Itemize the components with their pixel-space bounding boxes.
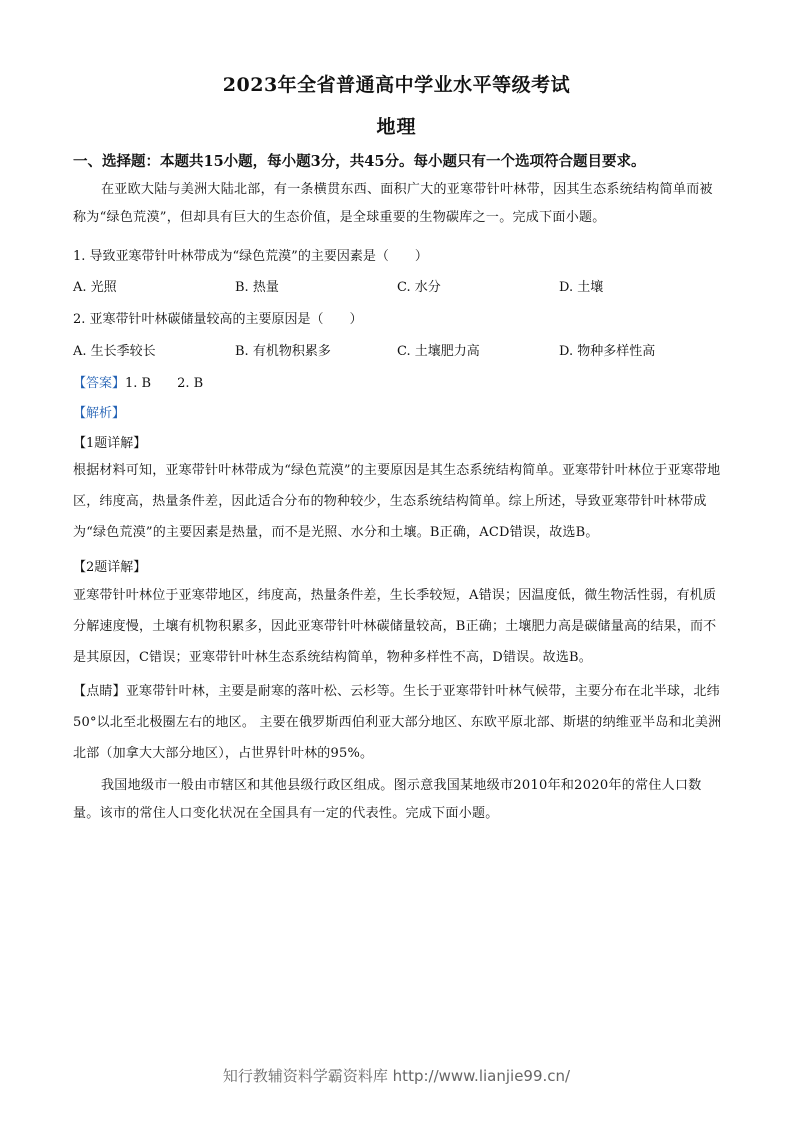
- detail-1-text: 根据材料可知，亚寒带针叶林带成为“绿色荒漠”的主要原因是其生态系统结构简单。亚寒带针叶林位于亚寒带地区，纬度高，热量条件差，因此适合分布的物种较少，生态系统结构简单。综上所述，导致亚寒带针叶林带成为“绿色荒漠”的主要因素是热量，而不是光照、水分和土壤。B正确，ACD错误，故选B。: [73, 463, 721, 540]
- passage-2: 我国地级市一般由市辖区和其他县级行政区组成。图示意我国某地级市2010年和2020年的常住人口数量。该市的常住人口变化状况在全国具有一定的代表性。完成下面小题。: [73, 778, 702, 821]
- question-1-stem: 1. 导致亚寒带针叶林带成为“绿色荒漠”的主要因素是（ ）: [73, 249, 428, 264]
- answer-value: 1. B 2. B: [125, 376, 204, 391]
- q2-option-b: B. 有机物积累多: [235, 344, 331, 359]
- q1-option-b: B. 热量: [235, 280, 279, 295]
- question-2-stem: 2. 亚寒带针叶林碳储量较高的主要原因是（ ）: [73, 312, 363, 327]
- exam-title: 2023年全省普通高中学业水平等级考试: [222, 74, 571, 96]
- detail-2-label: 【2题详解】: [73, 560, 147, 575]
- footer-watermark: 知行教辅资料学霸资料库 http://www.lianjie99.cn/: [222, 1067, 571, 1085]
- tip-block: [73, 676, 723, 769]
- q2-option-a: A. 生长季较长: [73, 344, 156, 359]
- q2-option-d: D. 物种多样性高: [559, 344, 656, 359]
- section-heading: 一、选择题：本题共15小题，每小题3分，共45分。每小题只有一个选项符合题目要求。: [73, 153, 646, 170]
- tip-text: 亚寒带针叶林，主要是耐寒的落叶松、云杉等。生长于亚寒带针叶林气候带，主要分布在北半球，北纬50°以北至北极圈左右的地区。 主要在俄罗斯西伯利亚大部分地区、东欧平原北部、斯堪的纳维亚半岛和北美洲北部（加拿大大部分地区），占世界针叶林的95%。: [73, 684, 722, 761]
- subject-title: 地理: [376, 116, 417, 138]
- tip-label: 【点睛】: [73, 684, 126, 699]
- answer-label: 【答案】: [73, 376, 126, 391]
- passage-1: 在亚欧大陆与美洲大陆北部，有一条横贯东西、面积广大的亚寒带针叶林带，因其生态系统结构简单而被称为“绿色荒漠”，但却具有巨大的生态价值，是全球重要的生物碳库之一。完成下面小题。: [73, 182, 713, 225]
- detail-1-label: 【1题详解】: [73, 436, 147, 451]
- q1-option-c: C. 水分: [397, 280, 441, 295]
- q2-option-c: C. 土壤肥力高: [397, 344, 480, 359]
- q1-option-a: A. 光照: [73, 280, 117, 295]
- analysis-label: 【解析】: [73, 406, 126, 421]
- detail-2-text: 亚寒带针叶林位于亚寒带地区，纬度高，热量条件差，生长季较短，A错误；因温度低，微生物活性弱，有机质分解速度慢，土壤有机物积累多，因此亚寒带针叶林碳储量较高，B正确；土壤肥力高是碳储量高的结果，而不是其原因，C错误；亚寒带针叶林生态系统结构简单，物种多样性不高，D错误。故选B。: [73, 588, 717, 665]
- q1-option-d: D. 土壤: [559, 280, 604, 295]
- answer-line: [73, 372, 203, 391]
